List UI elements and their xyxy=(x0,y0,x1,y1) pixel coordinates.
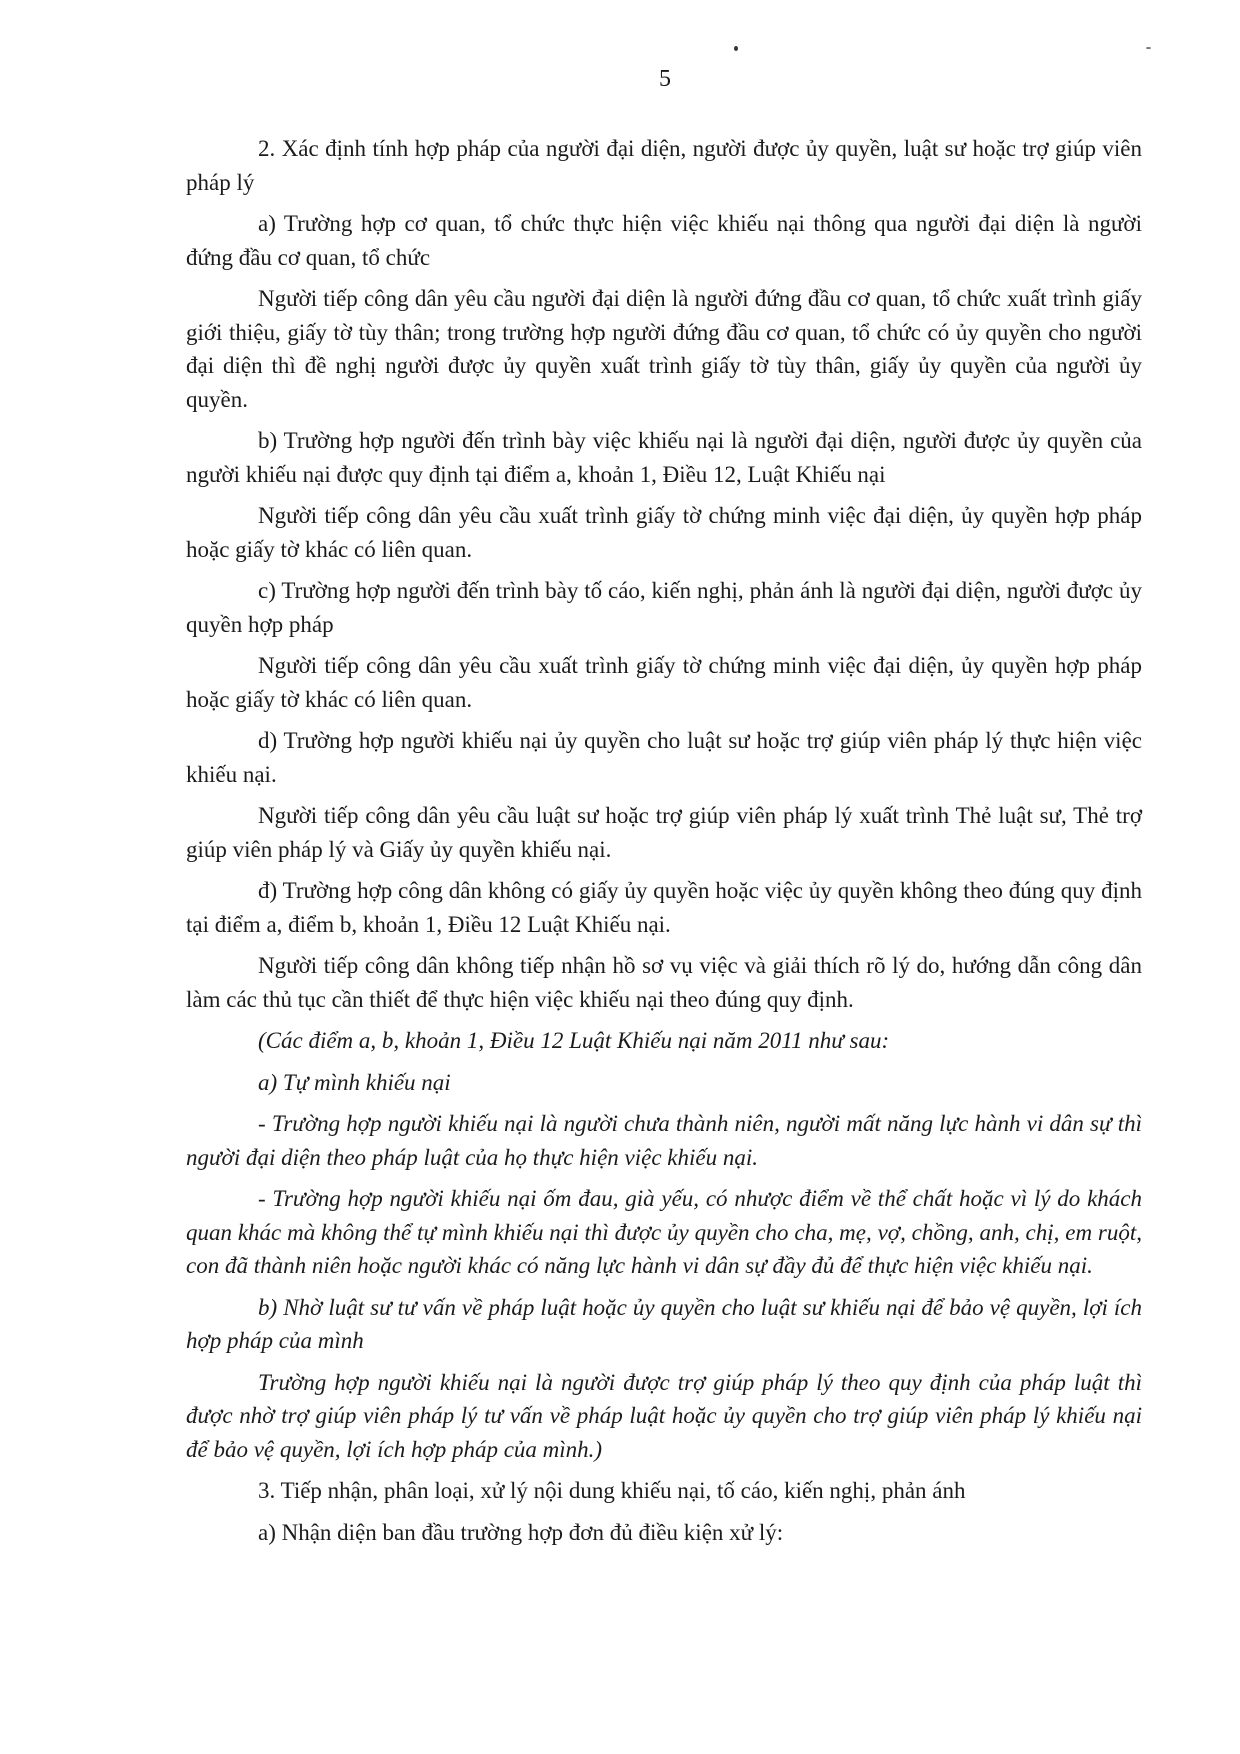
quoted-law-item: b) Nhờ luật sư tư vấn về pháp luật hoặc ủy quyền cho luật sư khiếu nại để bảo vệ quyền, lợi ích hợp pháp của mình xyxy=(186,1294,1142,1353)
paragraph: a) Trường hợp cơ quan, tổ chức thực hiện việc khiếu nại thông qua người đại diện là người đứng đầu cơ quan, tổ chức xyxy=(186,211,1142,270)
scan-speck xyxy=(734,46,738,51)
paragraph: Người tiếp công dân yêu cầu luật sư hoặc trợ giúp viên pháp lý xuất trình Thẻ luật sư, Thẻ trợ giúp viên pháp lý và Giấy ủy quyền khiếu nại. xyxy=(186,803,1142,862)
scan-speck xyxy=(1146,47,1151,49)
paragraph: Người tiếp công dân yêu cầu người đại diện là người đứng đầu cơ quan, tổ chức xuất trình giấy giới thiệu, giấy tờ tùy thân; trong trường hợp người đứng đầu cơ quan, tổ chức có ủy quyền cho người đại diện thì đề nghị người được ủy quyền xuất trình giấy tờ tùy thân, giấy ủy quyền của người ủy quyền. xyxy=(186,286,1142,412)
paragraph: Người tiếp công dân không tiếp nhận hồ sơ vụ việc và giải thích rõ lý do, hướng dẫn công dân làm các thủ tục cần thiết để thực hiện việc khiếu nại theo đúng quy định. xyxy=(186,953,1142,1012)
paragraph: b) Trường hợp người đến trình bày việc khiếu nại là người đại diện, người được ủy quyền của người khiếu nại được quy định tại điểm a, khoản 1, Điều 12, Luật Khiếu nại xyxy=(186,428,1142,487)
section-heading: 3. Tiếp nhận, phân loại, xử lý nội dung khiếu nại, tố cáo, kiến nghị, phản ánh xyxy=(258,1478,966,1503)
quoted-law-item: - Trường hợp người khiếu nại ốm đau, già yếu, có nhược điểm về thể chất hoặc vì lý do khách quan khác mà không thể tự mình khiếu nại thì được ủy quyền cho cha, mẹ, vợ, chồng, anh, chị, em ruột, con đã thành niên hoặc người khác có năng lực hành vi dân sự đầy đủ để thực hiện việc khiếu nại. xyxy=(186,1186,1142,1278)
paragraph: c) Trường hợp người đến trình bày tố cáo, kiến nghị, phản ánh là người đại diện, người được ủy quyền hợp pháp xyxy=(186,578,1142,637)
section-heading: 2. Xác định tính hợp pháp của người đại diện, người được ủy quyền, luật sư hoặc trợ giúp viên pháp lý xyxy=(186,136,1142,195)
document-body xyxy=(186,132,1142,1557)
quoted-law-intro: (Các điểm a, b, khoản 1, Điều 12 Luật Khiếu nại năm 2011 như sau: xyxy=(258,1028,890,1053)
paragraph: đ) Trường hợp công dân không có giấy ủy quyền hoặc việc ủy quyền không theo đúng quy định tại điểm a, điểm b, khoản 1, Điều 12 Luật Khiếu nại. xyxy=(186,878,1142,937)
paragraph: Người tiếp công dân yêu cầu xuất trình giấy tờ chứng minh việc đại diện, ủy quyền hợp pháp hoặc giấy tờ khác có liên quan. xyxy=(186,503,1142,562)
quoted-law-item: a) Tự mình khiếu nại xyxy=(258,1069,451,1095)
page-number: 5 xyxy=(659,66,671,92)
paragraph: Người tiếp công dân yêu cầu xuất trình giấy tờ chứng minh việc đại diện, ủy quyền hợp pháp hoặc giấy tờ khác có liên quan. xyxy=(186,653,1142,712)
paragraph: a) Nhận diện ban đầu trường hợp đơn đủ điều kiện xử lý: xyxy=(258,1519,784,1545)
quoted-law-item: - Trường hợp người khiếu nại là người chưa thành niên, người mất năng lực hành vi dân sự thì người đại diện theo pháp luật của họ thực hiện việc khiếu nại. xyxy=(186,1111,1142,1170)
quoted-law-item: Trường hợp người khiếu nại là người được trợ giúp pháp lý theo quy định của pháp luật thì được nhờ trợ giúp viên pháp lý tư vấn về pháp luật hoặc ủy quyền cho trợ giúp viên pháp lý khiếu nại để bảo vệ quyền, lợi ích hợp pháp của mình.) xyxy=(186,1369,1142,1462)
paragraph: d) Trường hợp người khiếu nại ủy quyền cho luật sư hoặc trợ giúp viên pháp lý thực hiện việc khiếu nại. xyxy=(186,728,1142,787)
